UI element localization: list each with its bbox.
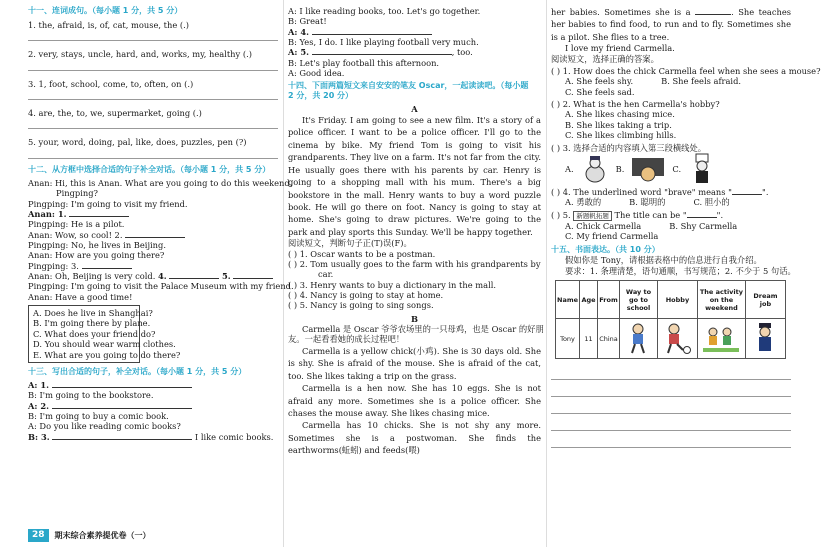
passage-b-end: I love my friend Carmella. (565, 43, 675, 54)
section-14-heading: 十四、下面两篇短文来自安安的笔友 Oscar，一起读读吧。（每小题 (288, 80, 529, 90)
dialog-line: Anan: Oh, Beijing is very cold. 4. 5. (28, 271, 278, 281)
choice[interactable]: B. (615, 163, 625, 174)
choice[interactable]: B. 聪明的 (629, 197, 666, 208)
q11-3: 3. 1, foot, school, come, to, often, on (.) (28, 78, 194, 89)
blank[interactable] (233, 271, 273, 279)
writing-line[interactable] (551, 403, 791, 414)
option: E. What are you going to do there? (33, 349, 181, 360)
answer-line[interactable] (28, 30, 278, 41)
dialog-line: Pingping: I'm going to visit the Palace Museum with my friend. (28, 281, 294, 292)
dialog-line: Pingping: 3. (28, 261, 278, 271)
section-11-heading: 十一、连词成句。（每小题 1 分，共 5 分） (28, 6, 183, 15)
option: B. I'm going there by plane. (33, 318, 151, 329)
passage-b-cont: her babies. Sometimes she is a . She teaches her babies to find food, to run and to fly. Sometimes she is a pilot. She flies to a tree. (551, 7, 791, 42)
passage-a-text: It's Friday. I am going to see a new film. It's a story of a police officer. I want to be a police officer. I'll go to the cinema by bike. My friend Tom is going to visit his grandparents. They live on a farm. It's not far from the city. He usually goes there with his parents by car. Henry is going to a shopping mall with his mum. There's a big bookstore in the mall. Henry wants to buy a word puzzle book. He will go there on foot. Nancy is going to stay at home. She's going to draw pictures. We're going to the park and play sports this Sunday. We'll be happy together. (288, 114, 541, 237)
writing-line[interactable] (551, 386, 791, 397)
blank[interactable] (52, 401, 192, 409)
section-13-heading: 十三、写出合适的句子，补全对话。（每小题 1 分，共 5 分） (28, 366, 247, 376)
cell (619, 319, 657, 359)
dialog-line: Anan: Wow, so cool! 2. (28, 230, 278, 240)
col-header: From (598, 281, 620, 319)
option: C. What does your friend do? (33, 328, 156, 339)
blank[interactable] (312, 47, 452, 55)
cell: 11 (580, 319, 598, 359)
dialog-line: B: Yes, I do. I like playing football very much. (288, 37, 479, 48)
writing-line[interactable] (551, 437, 791, 448)
mc-question: ( ) 3. 选择合适的内容填入第三段横线处。 (551, 142, 707, 153)
passage-b-p1: Carmella is a yellow chick(小鸡). She is 30 days old. She is shy. She is afraid of the mouse. She is afraid of the cat, too. She likes taking a trip on the grass. (288, 345, 541, 381)
column-middle (288, 6, 544, 457)
cell (697, 319, 745, 359)
tf-question: ( ) 4. Nancy is going to stay at home. (288, 290, 444, 301)
passage-b-intro-cont: 友。一起看看她的成长过程吧！ (288, 334, 405, 345)
column-right (551, 6, 821, 448)
blank[interactable] (169, 271, 219, 279)
dialog-line: Pingping: I'm going to visit my friend. (28, 198, 188, 209)
mc-question: ( ) 1. How does the chick Carmella feel when she sees a mouse? (551, 66, 821, 77)
chicken-police-picture (580, 154, 610, 184)
choice[interactable]: A. She likes chasing mice. (565, 109, 675, 120)
dialog-line: Pingping: No, he lives in Beijing. (28, 239, 166, 250)
dialog-line: B: Great! (288, 16, 327, 27)
instruction: 阅读短文，选择正确的答案。 (551, 53, 659, 64)
col-header: Way to go to school (619, 281, 657, 319)
cell: China (598, 319, 620, 359)
info-table (555, 280, 786, 359)
mc-question: ( ) 2. What is the hen Carmella's hobby? (551, 99, 720, 110)
col-header: Hobby (657, 281, 697, 319)
dialog-line: Anan: How are you going there? (28, 250, 165, 261)
option: A. Does he live in Shanghai? (33, 308, 153, 319)
dialog-line: Anan: Hi, this is Anan. What are you going to do this weekend, (28, 177, 293, 188)
choice[interactable]: C. 胆小的 (693, 197, 730, 208)
writing-lines (551, 369, 791, 448)
options-box (28, 305, 181, 363)
section-12-heading: 十二、从方框中选择合适的句子补全对话。（每小题 1 分，共 5 分） (28, 164, 271, 174)
new-question-tag: 新题帆拓题 (573, 211, 612, 221)
choice[interactable]: A. Chick Carmella (565, 220, 642, 231)
cell: Tony (556, 319, 580, 359)
cell (745, 319, 785, 359)
answer-line[interactable] (28, 148, 278, 159)
dialog-line: B: 3. I like comic books. (28, 431, 274, 442)
answer-line[interactable] (28, 118, 278, 129)
q11-4: 4. are, the, to, we, supermarket, going (.) (28, 108, 202, 119)
option: D. You should wear warm clothes. (33, 339, 176, 350)
dialog-line: B: I'm going to the bookstore. (28, 390, 154, 401)
choice[interactable]: C. My friend Carmella (565, 231, 659, 242)
mc-question: ( ) 5. 新题帆拓题 The title can be " ". (551, 209, 724, 220)
col-header: Name (556, 281, 580, 319)
instruction: 阅读短文，判断句子正(T)误(F)。 (288, 238, 412, 249)
section-15-heading: 十五、书面表达。（共 10 分） (551, 245, 660, 255)
passage-b-p2: Carmella is a hen now. She has 10 eggs. She is not afraid any more. Sometimes she is a police officer. She chases the mouse away. She likes chasing mice. (288, 383, 541, 419)
kids-on-grass-picture (701, 322, 741, 354)
picture-options (551, 153, 791, 185)
writing-line[interactable] (551, 420, 791, 431)
dialog-line: Anan: Have a good time! (28, 291, 133, 302)
writing-line[interactable] (551, 369, 791, 380)
dialog-line: A: 1. (28, 380, 278, 390)
police-officer-picture (751, 322, 779, 354)
choice[interactable]: B. She likes taking a trip. (565, 119, 672, 130)
answer-line[interactable] (28, 60, 278, 71)
choice[interactable]: B. Shy Carmella (669, 220, 738, 231)
dialog-line: B: I'm going to buy a comic book. (28, 410, 169, 421)
choice[interactable]: C. (672, 163, 682, 174)
cook-picture (687, 154, 717, 184)
choice[interactable]: A. 勇敢的 (565, 197, 602, 208)
dialog-line: A: 2. (28, 401, 278, 411)
passage-b-title: B (410, 313, 418, 324)
dialog-line: Pingping: He is a pilot. (28, 219, 125, 230)
blank[interactable] (125, 230, 185, 238)
dialog-line: Pingping? (56, 188, 98, 199)
dialog-line: A: 4. (288, 27, 541, 37)
blank[interactable] (695, 7, 731, 15)
q11-2: 2. very, stays, uncle, hard, and, works, my, healthy (.) (28, 49, 252, 60)
passage-b-p3: Carmella has 10 chicks. She is not shy any more. Sometimes she is a postwoman. She finds the earthworms(蚯蚓) and feeds(喂) (288, 420, 541, 456)
blank[interactable] (69, 209, 129, 217)
dialog-line: B: Let's play football this afternoon. (288, 57, 440, 68)
col-header: Dream job (745, 281, 785, 319)
choice[interactable]: B. She feels afraid. (661, 76, 742, 87)
walking-boy-picture (624, 322, 652, 354)
instruction: 假如你是 Tony，请根据表格中的信息进行自我介绍。 (565, 255, 762, 266)
instruction: 要求：1. 条理清楚，语句通顺，书写规范；2. 不少于 5 句话。 (565, 265, 796, 276)
choice[interactable]: A. She feels shy. (565, 76, 634, 87)
column-left (28, 6, 294, 442)
dialog-line: A: Good idea. (288, 68, 345, 79)
blank[interactable] (52, 432, 192, 440)
footer-title: 期末综合素养提优卷（一） (54, 530, 151, 540)
tf-question: ( ) 5. Nancy is going to sing songs. (288, 300, 434, 311)
dialog-line: A: Do you like reading comic books? (28, 421, 181, 432)
blank[interactable] (52, 380, 192, 388)
tf-question: ( ) 2. Tom usually goes to the farm with his grandparents by (288, 258, 541, 269)
col-header: Age (580, 281, 598, 319)
choice[interactable]: A. (565, 163, 574, 174)
col-header: The activity on the weekend (697, 281, 745, 319)
dialog-line: A: I like reading books, too. Let's go together. (288, 6, 481, 16)
q11-1: 1. the, afraid, is, of, cat, mouse, the (.) (28, 20, 190, 30)
dialog-line: Anan: 1. (28, 209, 278, 219)
passage-b-intro: Carmella 是 Oscar 爷爷农场里的一只母鸡，也是 Oscar 的好朋 (302, 324, 544, 335)
page-number: 28 (28, 529, 49, 542)
mc-question: ( ) 4. The underlined word "brave" means " ". (551, 186, 769, 197)
blank[interactable] (82, 261, 132, 269)
tf-question: ( ) 1. Oscar wants to be a postman. (288, 248, 436, 259)
dialog-line: A: 5. , too. (288, 47, 473, 58)
blank[interactable] (732, 187, 762, 195)
choice[interactable]: C. She feels sad. (565, 86, 635, 97)
blank[interactable] (312, 27, 432, 35)
tf-question: ( ) 3. Henry wants to buy a dictionary in the mall. (288, 279, 497, 290)
answer-line[interactable] (28, 89, 278, 100)
tf-question-cont: car. (318, 269, 334, 280)
section-14-heading-cont: 2 分，共 20 分） (288, 90, 354, 100)
blank[interactable] (687, 210, 717, 218)
footer (28, 529, 151, 542)
q11-5: 5. your, word, doing, pal, like, does, puzzles, pen (?) (28, 137, 247, 148)
soccer-boy-picture (661, 322, 693, 354)
passage-a-title: A (411, 103, 418, 114)
choice[interactable]: C. She likes climbing hills. (565, 130, 677, 141)
cat-blackboard-picture (630, 154, 666, 184)
cell (657, 319, 697, 359)
